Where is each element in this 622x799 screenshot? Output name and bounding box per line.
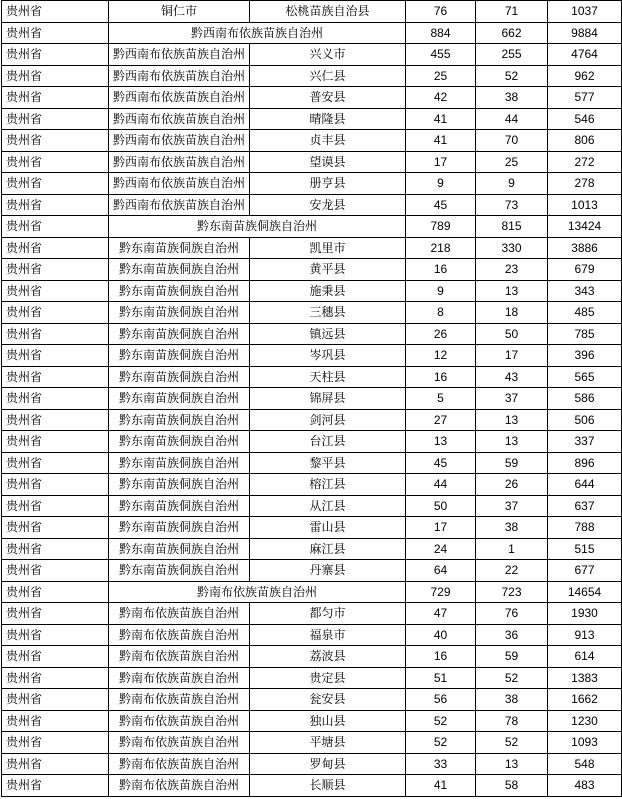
prefecture-cell: 黔东南苗族侗族自治州 [109, 409, 250, 431]
prefecture-cell: 黔南布依族苗族自治州 [109, 624, 250, 646]
value-cell-3: 1662 [548, 689, 622, 711]
province-cell: 贵州省 [2, 474, 109, 496]
table-row [2, 323, 622, 345]
value-cell-1: 24 [406, 538, 476, 560]
table-row [2, 603, 622, 625]
value-cell-3: 3886 [548, 237, 622, 259]
value-cell-2: 59 [476, 646, 548, 668]
value-cell-1: 16 [406, 259, 476, 281]
prefecture-cell: 黔东南苗族侗族自治州 [109, 517, 250, 539]
prefecture-cell: 黔南布依族苗族自治州 [109, 667, 250, 689]
table-row [2, 1, 622, 23]
prefecture-cell: 黔南布依族苗族自治州 [109, 689, 250, 711]
province-cell: 贵州省 [2, 388, 109, 410]
table-row [2, 560, 622, 582]
province-cell: 贵州省 [2, 345, 109, 367]
prefecture-cell: 黔东南苗族侗族自治州 [109, 323, 250, 345]
county-cell: 望谟县 [250, 151, 406, 173]
prefecture-cell: 黔南布依族苗族自治州 [109, 581, 406, 603]
prefecture-cell: 黔东南苗族侗族自治州 [109, 388, 250, 410]
table-row [2, 495, 622, 517]
value-cell-1: 17 [406, 151, 476, 173]
value-cell-3: 483 [548, 775, 622, 797]
province-cell: 贵州省 [2, 173, 109, 195]
province-cell: 贵州省 [2, 538, 109, 560]
value-cell-3: 546 [548, 108, 622, 130]
value-cell-1: 47 [406, 603, 476, 625]
table-row [2, 130, 622, 152]
county-cell: 雷山县 [250, 517, 406, 539]
table-row [2, 646, 622, 668]
province-cell: 贵州省 [2, 732, 109, 754]
value-cell-1: 41 [406, 108, 476, 130]
county-cell: 丹寨县 [250, 560, 406, 582]
value-cell-1: 44 [406, 474, 476, 496]
county-cell: 台江县 [250, 431, 406, 453]
province-cell: 贵州省 [2, 259, 109, 281]
value-cell-3: 278 [548, 173, 622, 195]
value-cell-2: 662 [476, 22, 548, 44]
value-cell-1: 76 [406, 1, 476, 23]
table-row [2, 302, 622, 324]
prefecture-cell: 黔西南布依族苗族自治州 [109, 173, 250, 195]
prefecture-cell: 黔东南苗族侗族自治州 [109, 452, 250, 474]
value-cell-2: 13 [476, 753, 548, 775]
county-cell: 天柱县 [250, 366, 406, 388]
value-cell-2: 36 [476, 624, 548, 646]
prefecture-cell: 黔东南苗族侗族自治州 [109, 259, 250, 281]
province-cell: 贵州省 [2, 280, 109, 302]
value-cell-1: 27 [406, 409, 476, 431]
value-cell-2: 37 [476, 388, 548, 410]
value-cell-3: 1930 [548, 603, 622, 625]
prefecture-cell: 黔南布依族苗族自治州 [109, 753, 250, 775]
value-cell-1: 729 [406, 581, 476, 603]
county-cell: 荔波县 [250, 646, 406, 668]
value-cell-2: 1 [476, 538, 548, 560]
prefecture-summary-row [2, 581, 622, 603]
table-row [2, 689, 622, 711]
value-cell-1: 455 [406, 44, 476, 66]
province-cell: 贵州省 [2, 646, 109, 668]
table-row [2, 280, 622, 302]
prefecture-cell: 黔南布依族苗族自治州 [109, 775, 250, 797]
table-row [2, 87, 622, 109]
value-cell-1: 33 [406, 753, 476, 775]
province-cell: 贵州省 [2, 624, 109, 646]
value-cell-3: 913 [548, 624, 622, 646]
county-cell: 贵定县 [250, 667, 406, 689]
prefecture-cell: 黔东南苗族侗族自治州 [109, 280, 250, 302]
value-cell-1: 40 [406, 624, 476, 646]
value-cell-2: 52 [476, 667, 548, 689]
prefecture-cell: 黔东南苗族侗族自治州 [109, 216, 406, 238]
value-cell-2: 255 [476, 44, 548, 66]
value-cell-2: 59 [476, 452, 548, 474]
prefecture-cell: 黔西南布依族苗族自治州 [109, 65, 250, 87]
county-cell: 长顺县 [250, 775, 406, 797]
value-cell-3: 1230 [548, 710, 622, 732]
table-row [2, 710, 622, 732]
county-cell: 剑河县 [250, 409, 406, 431]
value-cell-3: 506 [548, 409, 622, 431]
value-cell-2: 13 [476, 409, 548, 431]
table-row [2, 194, 622, 216]
prefecture-cell: 黔东南苗族侗族自治州 [109, 474, 250, 496]
value-cell-2: 52 [476, 65, 548, 87]
province-cell: 贵州省 [2, 753, 109, 775]
province-cell: 贵州省 [2, 560, 109, 582]
value-cell-3: 548 [548, 753, 622, 775]
value-cell-3: 586 [548, 388, 622, 410]
county-cell: 从江县 [250, 495, 406, 517]
table-row [2, 366, 622, 388]
county-cell: 黎平县 [250, 452, 406, 474]
prefecture-cell: 黔东南苗族侗族自治州 [109, 345, 250, 367]
value-cell-2: 26 [476, 474, 548, 496]
value-cell-2: 37 [476, 495, 548, 517]
value-cell-1: 50 [406, 495, 476, 517]
county-cell: 锦屏县 [250, 388, 406, 410]
province-cell: 贵州省 [2, 431, 109, 453]
table-row [2, 151, 622, 173]
province-cell: 贵州省 [2, 302, 109, 324]
province-cell: 贵州省 [2, 667, 109, 689]
province-cell: 贵州省 [2, 194, 109, 216]
value-cell-2: 25 [476, 151, 548, 173]
value-cell-3: 614 [548, 646, 622, 668]
county-cell: 平塘县 [250, 732, 406, 754]
value-cell-1: 56 [406, 689, 476, 711]
county-cell: 罗甸县 [250, 753, 406, 775]
county-cell: 榕江县 [250, 474, 406, 496]
county-cell: 普安县 [250, 87, 406, 109]
value-cell-2: 38 [476, 517, 548, 539]
value-cell-2: 71 [476, 1, 548, 23]
value-cell-2: 22 [476, 560, 548, 582]
county-cell: 凯里市 [250, 237, 406, 259]
table-row [2, 624, 622, 646]
county-cell: 松桃苗族自治县 [250, 1, 406, 23]
table-row [2, 44, 622, 66]
province-cell: 贵州省 [2, 22, 109, 44]
value-cell-3: 677 [548, 560, 622, 582]
county-cell: 独山县 [250, 710, 406, 732]
value-cell-1: 5 [406, 388, 476, 410]
value-cell-2: 70 [476, 130, 548, 152]
value-cell-2: 50 [476, 323, 548, 345]
value-cell-1: 12 [406, 345, 476, 367]
value-cell-1: 17 [406, 517, 476, 539]
value-cell-1: 42 [406, 87, 476, 109]
table-row [2, 108, 622, 130]
value-cell-1: 41 [406, 775, 476, 797]
table-row [2, 237, 622, 259]
province-cell: 贵州省 [2, 44, 109, 66]
county-cell: 麻江县 [250, 538, 406, 560]
value-cell-2: 38 [476, 689, 548, 711]
value-cell-1: 218 [406, 237, 476, 259]
province-cell: 贵州省 [2, 1, 109, 23]
prefecture-cell: 黔西南布依族苗族自治州 [109, 108, 250, 130]
province-cell: 贵州省 [2, 689, 109, 711]
prefecture-summary-row [2, 216, 622, 238]
value-cell-1: 16 [406, 366, 476, 388]
county-cell: 岑巩县 [250, 345, 406, 367]
prefecture-cell: 黔东南苗族侗族自治州 [109, 302, 250, 324]
prefecture-cell: 黔东南苗族侗族自治州 [109, 431, 250, 453]
value-cell-3: 1093 [548, 732, 622, 754]
value-cell-1: 52 [406, 732, 476, 754]
province-cell: 贵州省 [2, 65, 109, 87]
value-cell-3: 962 [548, 65, 622, 87]
value-cell-2: 76 [476, 603, 548, 625]
value-cell-1: 884 [406, 22, 476, 44]
county-cell: 安龙县 [250, 194, 406, 216]
province-cell: 贵州省 [2, 216, 109, 238]
value-cell-2: 9 [476, 173, 548, 195]
county-cell: 贞丰县 [250, 130, 406, 152]
province-cell: 贵州省 [2, 581, 109, 603]
value-cell-3: 679 [548, 259, 622, 281]
value-cell-3: 788 [548, 517, 622, 539]
prefecture-cell: 黔西南布依族苗族自治州 [109, 151, 250, 173]
county-cell: 都匀市 [250, 603, 406, 625]
prefecture-cell: 黔东南苗族侗族自治州 [109, 237, 250, 259]
statistics-table [1, 0, 622, 797]
county-cell: 镇远县 [250, 323, 406, 345]
value-cell-1: 13 [406, 431, 476, 453]
value-cell-2: 23 [476, 259, 548, 281]
table-row [2, 775, 622, 797]
province-cell: 贵州省 [2, 409, 109, 431]
county-cell: 黄平县 [250, 259, 406, 281]
prefecture-cell: 黔西南布依族苗族自治州 [109, 194, 250, 216]
table-row [2, 173, 622, 195]
value-cell-3: 644 [548, 474, 622, 496]
value-cell-1: 8 [406, 302, 476, 324]
value-cell-1: 9 [406, 173, 476, 195]
prefecture-cell: 黔东南苗族侗族自治州 [109, 495, 250, 517]
table-row [2, 452, 622, 474]
value-cell-3: 396 [548, 345, 622, 367]
value-cell-2: 73 [476, 194, 548, 216]
value-cell-2: 13 [476, 280, 548, 302]
prefecture-cell: 黔西南布依族苗族自治州 [109, 130, 250, 152]
prefecture-summary-row [2, 22, 622, 44]
county-cell: 兴义市 [250, 44, 406, 66]
province-cell: 贵州省 [2, 130, 109, 152]
value-cell-1: 26 [406, 323, 476, 345]
county-cell: 兴仁县 [250, 65, 406, 87]
prefecture-cell: 黔东南苗族侗族自治州 [109, 538, 250, 560]
province-cell: 贵州省 [2, 151, 109, 173]
value-cell-1: 45 [406, 452, 476, 474]
value-cell-3: 343 [548, 280, 622, 302]
value-cell-3: 9884 [548, 22, 622, 44]
province-cell: 贵州省 [2, 323, 109, 345]
value-cell-3: 785 [548, 323, 622, 345]
county-cell: 瓮安县 [250, 689, 406, 711]
value-cell-2: 52 [476, 732, 548, 754]
table-row [2, 345, 622, 367]
prefecture-cell: 黔南布依族苗族自治州 [109, 710, 250, 732]
prefecture-cell: 黔西南布依族苗族自治州 [109, 22, 406, 44]
value-cell-1: 41 [406, 130, 476, 152]
table-row [2, 732, 622, 754]
value-cell-2: 78 [476, 710, 548, 732]
province-cell: 贵州省 [2, 603, 109, 625]
county-cell: 晴隆县 [250, 108, 406, 130]
value-cell-3: 4764 [548, 44, 622, 66]
province-cell: 贵州省 [2, 366, 109, 388]
value-cell-3: 577 [548, 87, 622, 109]
value-cell-2: 44 [476, 108, 548, 130]
prefecture-cell: 黔西南布依族苗族自治州 [109, 44, 250, 66]
value-cell-2: 330 [476, 237, 548, 259]
value-cell-3: 14654 [548, 581, 622, 603]
value-cell-2: 18 [476, 302, 548, 324]
table-row [2, 65, 622, 87]
value-cell-2: 13 [476, 431, 548, 453]
table-row [2, 259, 622, 281]
county-cell: 施秉县 [250, 280, 406, 302]
table-row [2, 667, 622, 689]
table-row [2, 388, 622, 410]
province-cell: 贵州省 [2, 495, 109, 517]
province-cell: 贵州省 [2, 87, 109, 109]
province-cell: 贵州省 [2, 517, 109, 539]
value-cell-1: 52 [406, 710, 476, 732]
table-row [2, 431, 622, 453]
value-cell-3: 337 [548, 431, 622, 453]
value-cell-1: 789 [406, 216, 476, 238]
province-cell: 贵州省 [2, 775, 109, 797]
value-cell-2: 815 [476, 216, 548, 238]
value-cell-3: 1383 [548, 667, 622, 689]
value-cell-2: 723 [476, 581, 548, 603]
province-cell: 贵州省 [2, 710, 109, 732]
value-cell-2: 58 [476, 775, 548, 797]
value-cell-3: 565 [548, 366, 622, 388]
value-cell-3: 896 [548, 452, 622, 474]
value-cell-3: 1013 [548, 194, 622, 216]
table-row [2, 538, 622, 560]
county-cell: 三穗县 [250, 302, 406, 324]
table-row [2, 474, 622, 496]
province-cell: 贵州省 [2, 452, 109, 474]
value-cell-2: 43 [476, 366, 548, 388]
prefecture-cell: 黔南布依族苗族自治州 [109, 603, 250, 625]
value-cell-3: 515 [548, 538, 622, 560]
prefecture-cell: 黔南布依族苗族自治州 [109, 732, 250, 754]
prefecture-cell: 铜仁市 [109, 1, 250, 23]
prefecture-cell: 黔南布依族苗族自治州 [109, 646, 250, 668]
value-cell-3: 272 [548, 151, 622, 173]
table-row [2, 753, 622, 775]
county-cell: 福泉市 [250, 624, 406, 646]
value-cell-3: 637 [548, 495, 622, 517]
value-cell-1: 64 [406, 560, 476, 582]
value-cell-1: 9 [406, 280, 476, 302]
prefecture-cell: 黔东南苗族侗族自治州 [109, 560, 250, 582]
province-cell: 贵州省 [2, 108, 109, 130]
value-cell-2: 38 [476, 87, 548, 109]
value-cell-3: 485 [548, 302, 622, 324]
value-cell-1: 51 [406, 667, 476, 689]
county-cell: 册亨县 [250, 173, 406, 195]
value-cell-1: 45 [406, 194, 476, 216]
value-cell-2: 17 [476, 345, 548, 367]
prefecture-cell: 黔西南布依族苗族自治州 [109, 87, 250, 109]
value-cell-3: 806 [548, 130, 622, 152]
table-row [2, 409, 622, 431]
value-cell-3: 1037 [548, 1, 622, 23]
province-cell: 贵州省 [2, 237, 109, 259]
table-body [2, 1, 622, 797]
value-cell-1: 16 [406, 646, 476, 668]
table-row [2, 517, 622, 539]
value-cell-3: 13424 [548, 216, 622, 238]
prefecture-cell: 黔东南苗族侗族自治州 [109, 366, 250, 388]
value-cell-1: 25 [406, 65, 476, 87]
